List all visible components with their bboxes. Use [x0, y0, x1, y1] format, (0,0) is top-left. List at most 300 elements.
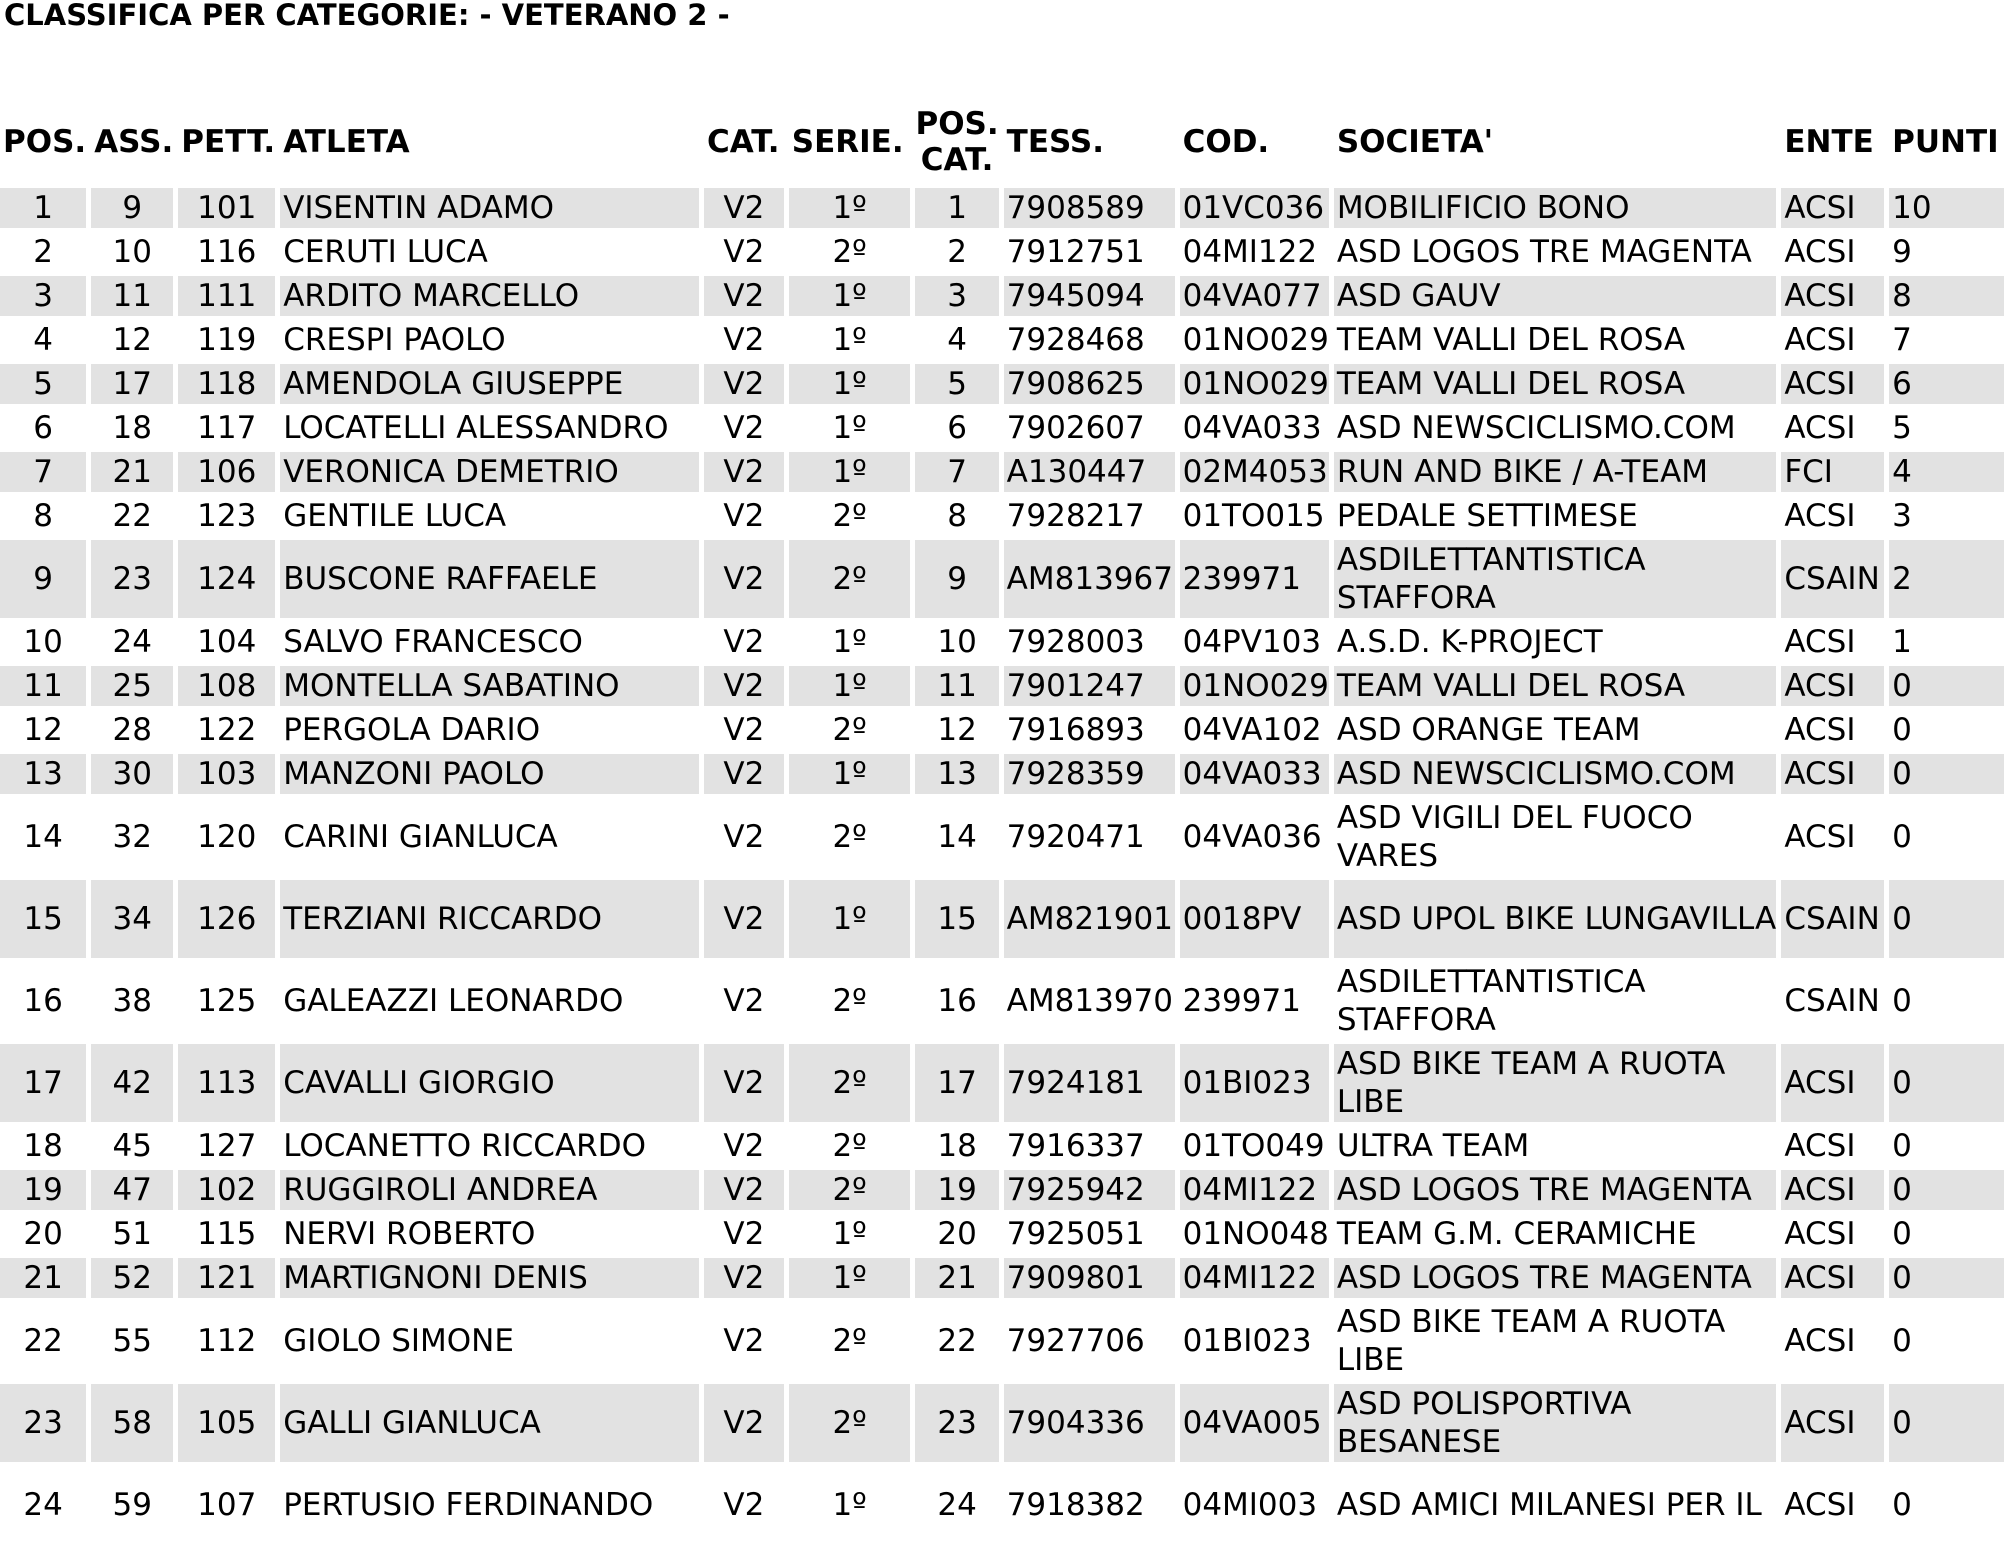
- cell-pos: 16: [23, 983, 63, 1019]
- table-row: [0, 452, 2004, 492]
- cell-serie: 2º: [832, 1323, 867, 1359]
- column-header-pos-cat-label: POS. CAT.: [915, 106, 999, 178]
- cell-pos-cat: 6: [947, 410, 967, 446]
- cell-tess: 7920471: [1006, 819, 1145, 855]
- cell-cat: V2: [723, 1487, 765, 1523]
- table-row: [0, 710, 2004, 750]
- cell-pos-cat: 7: [915, 452, 998, 492]
- cell-societa: ASD LOGOS TRE MAGENTA: [1334, 1170, 1777, 1210]
- cell-pos: 14: [23, 819, 63, 855]
- table-row: [0, 622, 2004, 662]
- cell-ass: 52: [91, 1258, 173, 1298]
- cell-pos-cat: 17: [915, 1044, 998, 1122]
- page-title: CLASSIFICA PER CATEGORIE: - VETERANO 2 -: [4, 0, 730, 32]
- cell-cat: V2: [704, 276, 784, 316]
- cell-serie: 1º: [789, 452, 911, 492]
- cell-pett: 125: [197, 983, 257, 1019]
- cell-ass: 12: [112, 322, 152, 358]
- cell-ass: 9: [91, 188, 173, 228]
- cell-serie: 2º: [789, 1384, 911, 1462]
- cell-ente: ACSI: [1784, 712, 1856, 748]
- cell-ente: ACSI: [1784, 498, 1856, 534]
- column-header-societa: SOCIETA': [1336, 124, 1494, 160]
- cell-societa: ASD BIKE TEAM A RUOTA LIBE: [1334, 1044, 1777, 1122]
- cell-pett: 117: [197, 410, 257, 446]
- cell-serie: 2º: [832, 819, 867, 855]
- cell-tess: 7908589: [1004, 188, 1175, 228]
- cell-pett: 116: [197, 234, 257, 270]
- cell-pos: 12: [23, 712, 63, 748]
- cell-societa: ASDILETTANTISTICA STAFFORA: [1334, 540, 1777, 618]
- cell-cat: V2: [723, 498, 765, 534]
- cell-ente: ACSI: [1781, 1170, 1884, 1210]
- cell-pett: 113: [178, 1044, 275, 1122]
- cell-atleta: TERZIANI RICCARDO: [280, 880, 699, 958]
- cell-serie: 1º: [789, 364, 911, 404]
- column-header-ass: ASS.: [94, 124, 174, 160]
- cell-atleta: GENTILE LUCA: [283, 498, 507, 534]
- cell-cat: V2: [723, 410, 765, 446]
- cell-ass: 18: [112, 410, 152, 446]
- cell-cat: V2: [704, 1170, 784, 1210]
- cell-pos: 22: [23, 1323, 63, 1359]
- cell-ente: CSAIN: [1781, 540, 1884, 618]
- cell-punti: 0: [1889, 1044, 2004, 1122]
- cell-punti: 1: [1892, 624, 1912, 660]
- cell-tess: 7909801: [1004, 1258, 1175, 1298]
- cell-ass: 10: [112, 234, 152, 270]
- cell-atleta: AMENDOLA GIUSEPPE: [280, 364, 699, 404]
- cell-pos: 18: [23, 1128, 63, 1164]
- cell-pett: 126: [178, 880, 275, 958]
- cell-serie: 1º: [832, 624, 867, 660]
- cell-cod: 239971: [1180, 540, 1329, 618]
- cell-ass: 22: [112, 498, 152, 534]
- cell-ass: 25: [91, 666, 173, 706]
- cell-serie: 2º: [789, 1044, 911, 1122]
- cell-ente: ACSI: [1781, 188, 1884, 228]
- cell-atleta: CERUTI LUCA: [283, 234, 488, 270]
- cell-atleta: PERTUSIO FERDINANDO: [283, 1487, 654, 1523]
- cell-tess: 7925051: [1006, 1216, 1145, 1252]
- cell-tess: 7928003: [1006, 624, 1145, 660]
- cell-punti: 3: [1892, 498, 1912, 534]
- cell-pos: 11: [0, 666, 86, 706]
- table-row: [0, 276, 2004, 316]
- cell-tess: 7928359: [1004, 754, 1175, 794]
- cell-societa: ASD BIKE TEAM A RUOTA LIBE: [1336, 1304, 1726, 1378]
- cell-pos-cat: 12: [937, 712, 977, 748]
- column-header-punti: PUNTI: [1892, 124, 1999, 160]
- cell-societa: ASD NEWSCICLISMO.COM: [1334, 754, 1777, 794]
- column-header-pos-cat: [915, 100, 998, 184]
- cell-pos-cat: 9: [915, 540, 998, 618]
- cell-societa: TEAM VALLI DEL ROSA: [1334, 666, 1777, 706]
- cell-punti: 0: [1889, 1384, 2004, 1462]
- column-header-cat: CAT.: [706, 124, 780, 160]
- cell-cod: 01NO029: [1180, 666, 1329, 706]
- cell-cod: 04MI122: [1180, 1258, 1329, 1298]
- cell-tess: 7916893: [1006, 712, 1145, 748]
- cell-pos-cat: 22: [937, 1323, 977, 1359]
- cell-serie: 2º: [789, 1170, 911, 1210]
- cell-ass: 55: [112, 1323, 152, 1359]
- cell-pos-cat: 16: [937, 983, 977, 1019]
- table-header: [0, 100, 2004, 184]
- cell-ass: 45: [112, 1128, 152, 1164]
- cell-societa: ASD LOGOS TRE MAGENTA: [1336, 234, 1752, 270]
- cell-pos-cat: 24: [937, 1487, 977, 1523]
- cell-pett: 102: [178, 1170, 275, 1210]
- table-row: [0, 1126, 2004, 1166]
- cell-ass: 59: [112, 1487, 152, 1523]
- cell-atleta: BUSCONE RAFFAELE: [280, 540, 699, 618]
- cell-cat: V2: [704, 1384, 784, 1462]
- cell-punti: 0: [1892, 712, 1912, 748]
- cell-punti: 0: [1892, 1128, 1912, 1164]
- cell-serie: 1º: [832, 410, 867, 446]
- cell-ass: 58: [91, 1384, 173, 1462]
- cell-serie: 1º: [789, 276, 911, 316]
- cell-cat: V2: [704, 540, 784, 618]
- cell-atleta: SALVO FRANCESCO: [283, 624, 583, 660]
- cell-cat: V2: [723, 234, 765, 270]
- cell-tess: 7904336: [1004, 1384, 1175, 1462]
- cell-serie: 1º: [832, 322, 867, 358]
- cell-ass: 42: [91, 1044, 173, 1122]
- cell-punti: 0: [1889, 1170, 2004, 1210]
- cell-cat: V2: [704, 1258, 784, 1298]
- cell-cat: V2: [723, 983, 765, 1019]
- cell-atleta: CARINI GIANLUCA: [283, 819, 558, 855]
- cell-pett: 105: [178, 1384, 275, 1462]
- table-row: [0, 188, 2004, 228]
- cell-pos: 6: [33, 410, 53, 446]
- cell-punti: 0: [1889, 1258, 2004, 1298]
- cell-tess: 7945094: [1004, 276, 1175, 316]
- cell-serie: 1º: [789, 880, 911, 958]
- cell-societa: ASD UPOL BIKE LUNGAVILLA: [1334, 880, 1777, 958]
- cell-societa: ASD POLISPORTIVA BESANESE: [1334, 1384, 1777, 1462]
- cell-pos-cat: 1: [915, 188, 998, 228]
- cell-pos: 5: [0, 364, 86, 404]
- cell-pett: 118: [178, 364, 275, 404]
- cell-tess: A130447: [1004, 452, 1175, 492]
- cell-serie: 2º: [832, 1128, 867, 1164]
- column-header-ente: ENTE: [1784, 124, 1874, 160]
- cell-serie: 2º: [832, 234, 867, 270]
- cell-cod: 01NO048: [1182, 1216, 1329, 1252]
- cell-tess: AM813970: [1006, 983, 1173, 1019]
- cell-pos: 19: [0, 1170, 86, 1210]
- cell-ente: ACSI: [1784, 410, 1856, 446]
- cell-pos: 1: [0, 188, 86, 228]
- cell-pett: 123: [197, 498, 257, 534]
- cell-ente: ACSI: [1784, 819, 1856, 855]
- cell-pos: 2: [33, 234, 53, 270]
- cell-pos-cat: 23: [915, 1384, 998, 1462]
- cell-pos: 21: [0, 1258, 86, 1298]
- cell-pos-cat: 3: [915, 276, 998, 316]
- cell-serie: 1º: [832, 1487, 867, 1523]
- cell-pos-cat: 5: [915, 364, 998, 404]
- cell-punti: 0: [1892, 1487, 1912, 1523]
- cell-pett: 101: [178, 188, 275, 228]
- cell-pos: 15: [0, 880, 86, 958]
- cell-pos: 24: [23, 1487, 63, 1523]
- column-header-tess: TESS.: [1006, 124, 1105, 160]
- cell-pos-cat: 4: [947, 322, 967, 358]
- cell-societa: RUN AND BIKE / A-TEAM: [1334, 452, 1777, 492]
- cell-cod: 04PV103: [1182, 624, 1322, 660]
- cell-ass: 24: [112, 624, 152, 660]
- cell-pos: 4: [33, 322, 53, 358]
- cell-cod: 01VC036: [1180, 188, 1329, 228]
- cell-serie: 1º: [789, 188, 911, 228]
- cell-societa: ASD VIGILI DEL FUOCO VARES: [1336, 800, 1693, 874]
- cell-societa: PEDALE SETTIMESE: [1336, 498, 1638, 534]
- table-row: [0, 1258, 2004, 1298]
- cell-societa: ULTRA TEAM: [1336, 1128, 1530, 1164]
- cell-societa: ASD GAUV: [1334, 276, 1777, 316]
- cell-cod: 01TO049: [1182, 1128, 1325, 1164]
- cell-tess: 7901247: [1004, 666, 1175, 706]
- cell-cat: V2: [723, 819, 765, 855]
- cell-tess: 7928468: [1006, 322, 1145, 358]
- cell-serie: 1º: [789, 666, 911, 706]
- cell-pett: 119: [197, 322, 257, 358]
- cell-pos: 10: [23, 624, 63, 660]
- table-row: [0, 540, 2004, 618]
- cell-ass: 11: [91, 276, 173, 316]
- results-table: [0, 96, 2009, 1548]
- table-row: [0, 880, 2004, 958]
- cell-cat: V2: [723, 624, 765, 660]
- table-row: [0, 754, 2004, 794]
- cell-ente: ACSI: [1784, 322, 1856, 358]
- cell-cat: V2: [704, 1044, 784, 1122]
- cell-cat: V2: [704, 666, 784, 706]
- cell-atleta: LOCATELLI ALESSANDRO: [283, 410, 669, 446]
- cell-cat: V2: [704, 880, 784, 958]
- cell-pos: 9: [0, 540, 86, 618]
- cell-atleta: VERONICA DEMETRIO: [280, 452, 699, 492]
- cell-societa: ASDILETTANTISTICA STAFFORA: [1336, 964, 1646, 1038]
- cell-cat: V2: [704, 754, 784, 794]
- cell-punti: 4: [1889, 452, 2004, 492]
- cell-societa: A.S.D. K-PROJECT: [1336, 624, 1603, 660]
- cell-pos: 8: [33, 498, 53, 534]
- cell-tess: 7908625: [1004, 364, 1175, 404]
- cell-cod: 04VA036: [1182, 819, 1322, 855]
- cell-societa: ASD AMICI MILANESI PER IL: [1336, 1487, 1762, 1523]
- cell-pos-cat: 21: [915, 1258, 998, 1298]
- cell-tess: AM821901: [1004, 880, 1175, 958]
- cell-pos-cat: 19: [915, 1170, 998, 1210]
- cell-atleta: MANZONI PAOLO: [280, 754, 699, 794]
- cell-ass: 28: [112, 712, 152, 748]
- cell-pett: 108: [178, 666, 275, 706]
- cell-ente: ACSI: [1784, 234, 1856, 270]
- cell-pett: 121: [178, 1258, 275, 1298]
- cell-ente: CSAIN: [1781, 880, 1884, 958]
- cell-serie: 1º: [789, 754, 911, 794]
- cell-pos-cat: 15: [915, 880, 998, 958]
- cell-ente: ACSI: [1781, 666, 1884, 706]
- cell-cat: V2: [704, 364, 784, 404]
- cell-ente: FCI: [1781, 452, 1884, 492]
- cell-cod: 01TO015: [1182, 498, 1325, 534]
- cell-pos-cat: 13: [915, 754, 998, 794]
- cell-tess: 7925942: [1004, 1170, 1175, 1210]
- cell-pett: 120: [197, 819, 257, 855]
- cell-cod: 04VA005: [1180, 1384, 1329, 1462]
- cell-pos: 17: [0, 1044, 86, 1122]
- cell-cod: 0018PV: [1180, 880, 1329, 958]
- cell-tess: 7916337: [1006, 1128, 1145, 1164]
- table-row: [0, 364, 2004, 404]
- cell-serie: 2º: [832, 983, 867, 1019]
- cell-ass: 30: [91, 754, 173, 794]
- cell-tess: 7928217: [1006, 498, 1145, 534]
- cell-cod: 04MI122: [1180, 1170, 1329, 1210]
- cell-ente: ACSI: [1784, 1128, 1856, 1164]
- cell-societa: ASD NEWSCICLISMO.COM: [1336, 410, 1736, 446]
- cell-pett: 106: [178, 452, 275, 492]
- cell-pett: 104: [197, 624, 257, 660]
- cell-ass: 51: [112, 1216, 152, 1252]
- cell-atleta: MONTELLA SABATINO: [280, 666, 699, 706]
- cell-cod: 04VA033: [1180, 754, 1329, 794]
- cell-pett: 107: [197, 1487, 257, 1523]
- cell-serie: 2º: [832, 498, 867, 534]
- cell-societa: MOBILIFICIO BONO: [1334, 188, 1777, 228]
- cell-tess: 7912751: [1006, 234, 1145, 270]
- cell-pos: 20: [23, 1216, 63, 1252]
- cell-atleta: GIOLO SIMONE: [283, 1323, 514, 1359]
- cell-pos-cat: 8: [947, 498, 967, 534]
- cell-ente: ACSI: [1781, 1258, 1884, 1298]
- cell-societa: TEAM VALLI DEL ROSA: [1334, 364, 1777, 404]
- cell-pett: 115: [197, 1216, 257, 1252]
- column-header-pett: PETT.: [181, 124, 276, 160]
- table-row: [0, 962, 2004, 1040]
- cell-punti: 0: [1892, 1323, 1912, 1359]
- cell-pos-cat: 10: [937, 624, 977, 660]
- cell-ass: 32: [112, 819, 152, 855]
- cell-atleta: RUGGIROLI ANDREA: [280, 1170, 699, 1210]
- cell-punti: 10: [1889, 188, 2004, 228]
- cell-punti: 0: [1892, 983, 1912, 1019]
- cell-ass: 47: [91, 1170, 173, 1210]
- cell-ente: ACSI: [1781, 276, 1884, 316]
- cell-serie: 2º: [832, 712, 867, 748]
- cell-pos: 7: [0, 452, 86, 492]
- cell-pett: 127: [197, 1128, 257, 1164]
- cell-punti: 8: [1889, 276, 2004, 316]
- cell-societa: TEAM G.M. CERAMICHE: [1336, 1216, 1697, 1252]
- cell-cod: 01NO029: [1180, 364, 1329, 404]
- cell-serie: 1º: [789, 1258, 911, 1298]
- cell-atleta: GALEAZZI LEONARDO: [283, 983, 624, 1019]
- cell-atleta: PERGOLA DARIO: [283, 712, 541, 748]
- cell-ass: 23: [91, 540, 173, 618]
- table-row: [0, 798, 2004, 876]
- cell-pett: 124: [178, 540, 275, 618]
- table-row: [0, 1384, 2004, 1462]
- cell-punti: 2: [1889, 540, 2004, 618]
- cell-cat: V2: [723, 712, 765, 748]
- cell-ass: 21: [91, 452, 173, 492]
- cell-pos: 23: [0, 1384, 86, 1462]
- cell-tess: 7902607: [1006, 410, 1145, 446]
- cell-punti: 0: [1889, 880, 2004, 958]
- table-body: [0, 188, 2004, 1544]
- cell-cod: 04VA102: [1182, 712, 1322, 748]
- cell-cod: 239971: [1182, 983, 1301, 1019]
- cell-atleta: NERVI ROBERTO: [283, 1216, 536, 1252]
- cell-pos-cat: 2: [947, 234, 967, 270]
- cell-societa: ASD ORANGE TEAM: [1336, 712, 1641, 748]
- column-header-serie: SERIE.: [791, 124, 904, 160]
- cell-cod: 02M4053: [1180, 452, 1329, 492]
- table-row: [0, 1044, 2004, 1122]
- table-row: [0, 232, 2004, 272]
- cell-punti: 0: [1889, 754, 2004, 794]
- cell-pett: 122: [197, 712, 257, 748]
- cell-cat: V2: [723, 1216, 765, 1252]
- cell-atleta: VISENTIN ADAMO: [280, 188, 699, 228]
- cell-cod: 01BI023: [1182, 1323, 1312, 1359]
- cell-cod: 04VA033: [1182, 410, 1322, 446]
- table-row: [0, 1214, 2004, 1254]
- cell-ente: ACSI: [1784, 624, 1856, 660]
- cell-pett: 103: [178, 754, 275, 794]
- cell-punti: 7: [1892, 322, 1912, 358]
- cell-pett: 111: [178, 276, 275, 316]
- cell-cod: 04MI122: [1182, 234, 1318, 270]
- cell-cat: V2: [723, 1128, 765, 1164]
- cell-serie: 2º: [789, 540, 911, 618]
- cell-punti: 0: [1889, 666, 2004, 706]
- cell-ass: 34: [91, 880, 173, 958]
- cell-cod: 01BI023: [1180, 1044, 1329, 1122]
- cell-punti: 0: [1892, 819, 1912, 855]
- cell-ass: 17: [91, 364, 173, 404]
- cell-tess: 7927706: [1006, 1323, 1145, 1359]
- cell-pos-cat: 20: [937, 1216, 977, 1252]
- cell-pos-cat: 18: [937, 1128, 977, 1164]
- table-row: [0, 666, 2004, 706]
- table-row: [0, 1170, 2004, 1210]
- table-row: [0, 1302, 2004, 1380]
- cell-ente: ACSI: [1784, 1487, 1856, 1523]
- cell-atleta: GALLI GIANLUCA: [280, 1384, 699, 1462]
- cell-punti: 5: [1892, 410, 1912, 446]
- column-header-atleta: ATLETA: [283, 124, 410, 160]
- cell-cat: V2: [723, 322, 765, 358]
- cell-cod: 01NO029: [1182, 322, 1329, 358]
- cell-punti: 6: [1889, 364, 2004, 404]
- cell-atleta: ARDITO MARCELLO: [280, 276, 699, 316]
- table-row: [0, 408, 2004, 448]
- table-row: [0, 496, 2004, 536]
- cell-ente: ACSI: [1781, 364, 1884, 404]
- cell-ente: ACSI: [1784, 1323, 1856, 1359]
- cell-ente: ACSI: [1781, 754, 1884, 794]
- cell-cat: V2: [723, 1323, 765, 1359]
- cell-punti: 9: [1892, 234, 1912, 270]
